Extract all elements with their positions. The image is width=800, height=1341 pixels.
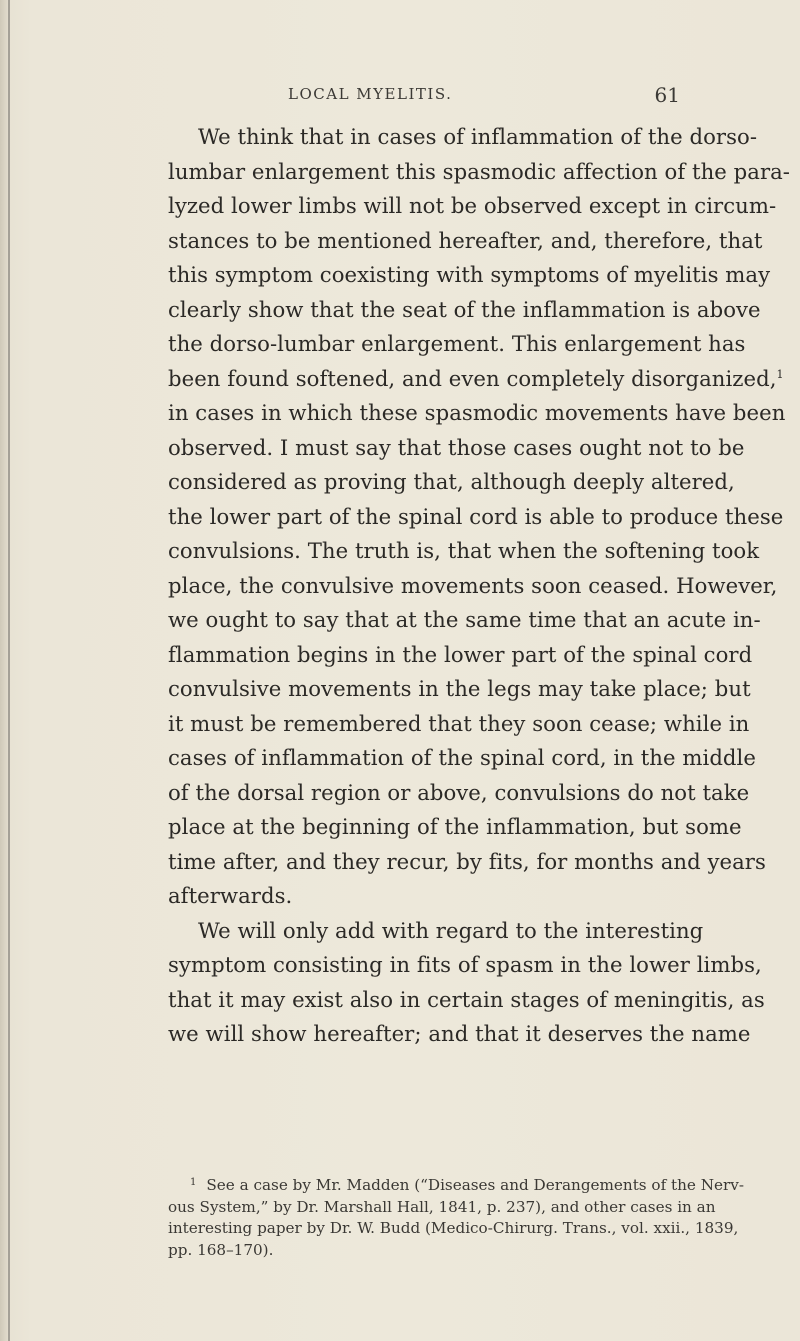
running-head	[250, 85, 680, 109]
page-gutter-shadow	[0, 0, 8, 1341]
text-line: in cases in which these spasmodic movements have been	[168, 400, 786, 425]
text-line: clearly show that the seat of the inflammation is above	[168, 296, 761, 322]
text-line: been found softened, and even completely disorganized,	[168, 365, 777, 391]
text-line: place at the beginning of the inflammation, but some	[168, 814, 742, 839]
text-line: this symptom coexisting with symptoms of myelitis may	[168, 262, 771, 287]
page-gutter-line	[8, 0, 10, 1341]
footnote-line: pp. 168–170).	[168, 1240, 274, 1259]
text-line: we ought to say that at the same time that an acute in-	[168, 607, 761, 632]
text-line: observed. I must say that those cases ought not to be	[168, 434, 745, 460]
text-line: convulsive movements in the legs may take place; but	[168, 676, 751, 701]
paragraph-1	[168, 120, 791, 914]
text-line: flammation begins in the lower part of the spinal cord	[168, 641, 753, 667]
text-line: of the dorsal region or above, convulsions do not take	[168, 779, 750, 805]
footnote-line: interesting paper by Dr. W. Budd (Medico-Chirurg. Trans., vol. xxii., 1839,	[168, 1219, 739, 1237]
text-line: We think that in cases of inflammation of the dorso-	[198, 124, 758, 149]
page-number: 61	[654, 83, 680, 107]
footnote-marker: 1	[190, 1177, 197, 1188]
footnote	[168, 1172, 744, 1261]
text-line: cases of inflammation of the spinal cord, in the middle	[168, 745, 756, 770]
text-line: the dorso-lumbar enlargement. This enlargement has	[168, 331, 746, 356]
text-line-with-footnote	[168, 362, 784, 397]
footnote-reference: 1	[776, 367, 784, 381]
footnote-line	[168, 1172, 744, 1197]
text-line: We will only add with regard to the interesting	[198, 917, 704, 943]
text-line: convulsions. The truth is, that when the softening took	[168, 538, 760, 563]
text-line: considered as proving that, although deeply altered,	[168, 469, 735, 494]
text-line: place, the convulsive movements soon ceased. However,	[168, 572, 778, 598]
text-line: lyzed lower limbs will not be observed except in circum-	[168, 193, 777, 218]
body-text	[168, 120, 791, 1052]
text-line: time after, and they recur, by fits, for months and years	[168, 848, 766, 874]
running-head-title: LOCAL MYELITIS.	[288, 85, 453, 103]
footnote-line: ous System,” by Dr. Marshall Hall, 1841, p. 237), and other cases in an	[168, 1197, 716, 1216]
paragraph-2	[168, 914, 765, 1052]
text-line: it must be remembered that they soon cease; while in	[168, 710, 750, 736]
text-line: the lower part of the spinal cord is able to produce these	[168, 503, 784, 529]
text-line: lumbar enlargement this spasmodic affection of the para-	[168, 158, 791, 184]
footnote-text: See a case by Mr. Madden (“Diseases and Derangements of the Nerv-	[206, 1176, 744, 1194]
text-line: we will show hereafter; and that it deserves the name	[168, 1021, 751, 1046]
text-line: stances to be mentioned hereafter, and, therefore, that	[168, 227, 763, 253]
text-line: afterwards.	[168, 883, 293, 908]
text-line: symptom consisting in fits of spasm in the lower limbs,	[168, 952, 762, 977]
text-line: that it may exist also in certain stages of meningitis, as	[168, 986, 765, 1012]
